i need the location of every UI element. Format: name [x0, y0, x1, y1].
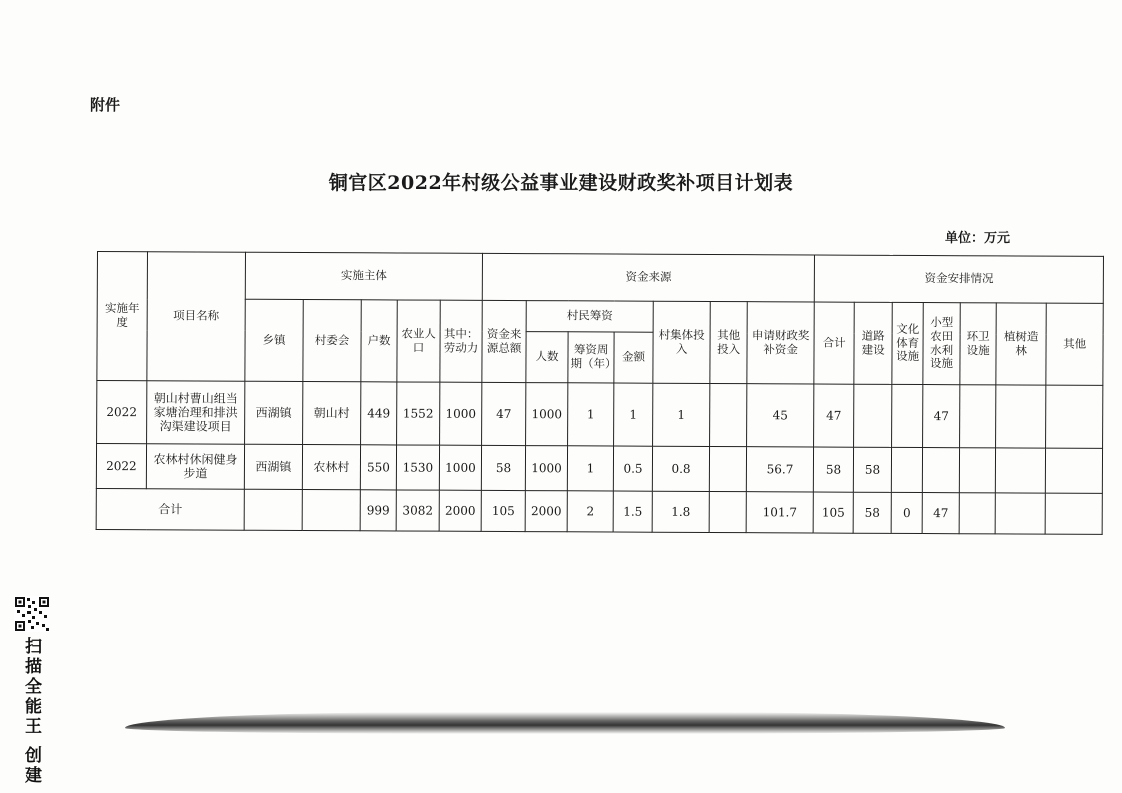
cell-total-funding: 58 — [481, 445, 525, 490]
header-agri-population: 农业人口 — [397, 300, 440, 382]
cell-raise-period: 2 — [567, 491, 613, 532]
header-other: 其他 — [1046, 303, 1103, 385]
cell-sanitation — [959, 448, 995, 493]
header-year: 实施年度 — [97, 252, 148, 381]
table-total-row — [96, 488, 1102, 534]
header-project-name: 项目名称 — [147, 252, 246, 381]
unit-label: 单位：万元 — [945, 231, 1011, 246]
project-plan-table — [96, 251, 1105, 535]
cell-year: 2022 — [96, 444, 146, 489]
header-raise-period: 筹资周期（年） — [568, 332, 614, 383]
header-total-funding: 资金来源总额 — [482, 300, 526, 382]
header-sub-row-1 — [97, 299, 1103, 335]
cell-labor-force: 1000 — [440, 382, 482, 445]
cell-raise-amount: 1 — [614, 383, 653, 446]
cell-water-conservancy — [922, 448, 959, 493]
header-subtotal: 合计 — [814, 302, 854, 384]
cell-project-name: 朝山村曹山组当家塘治理和排洪沟渠建设项目 — [147, 381, 245, 444]
header-sanitation: 环卫设施 — [960, 303, 996, 385]
cell-other — [1045, 448, 1102, 493]
cell-agri-population: 1530 — [396, 445, 439, 490]
header-culture-sports: 文化体育设施 — [892, 302, 923, 384]
cell-other — [1045, 493, 1102, 534]
cell-other-input — [709, 491, 746, 532]
cell-afforestation — [995, 448, 1045, 493]
cell-households: 999 — [360, 490, 396, 531]
header-villager-raised: 村民筹资 — [526, 301, 653, 333]
scan-edge-shadow — [125, 712, 1005, 734]
header-other-input: 其他投入 — [710, 301, 747, 383]
cell-road — [854, 384, 892, 447]
cell-labor-force: 2000 — [439, 490, 481, 531]
cell-raise-amount: 1.5 — [613, 491, 652, 532]
cell-raise-period: 1 — [567, 446, 613, 491]
qr-code-icon — [14, 596, 50, 632]
cell-other-input — [709, 446, 746, 491]
cell-other-input — [710, 383, 747, 446]
cell-township: 西湖镇 — [244, 444, 302, 489]
cell-total-label: 合计 — [96, 488, 244, 530]
document-title: 铜官区2022年村级公益事业建设财政奖补项目计划表 — [328, 172, 794, 194]
header-labor-force: 其中：劳动力 — [440, 300, 482, 382]
cell-collective-input: 1.8 — [652, 491, 709, 532]
header-raise-amount: 金额 — [614, 332, 653, 383]
header-group-row — [97, 252, 1103, 304]
cell-culture-sports — [891, 447, 922, 492]
cell-township — [244, 489, 302, 530]
header-collective-input: 村集体投入 — [653, 301, 710, 383]
table-row — [96, 444, 1102, 494]
header-road: 道路建设 — [854, 302, 892, 384]
cell-village-committee: 农林村 — [302, 445, 360, 490]
cell-villager-count: 1000 — [526, 383, 568, 446]
header-funding-allocation-group: 资金安排情况 — [814, 255, 1103, 303]
cell-households: 550 — [360, 445, 396, 490]
scanner-watermark-text: 扫描全能王 创建 — [21, 637, 41, 786]
header-funding-source-group: 资金来源 — [482, 253, 814, 302]
header-fiscal-award: 申请财政奖补资金 — [747, 302, 814, 384]
cell-households: 449 — [361, 382, 397, 445]
plan-table-wrapper — [96, 251, 1087, 535]
cell-total-funding: 47 — [482, 382, 526, 445]
cell-fiscal-award: 45 — [747, 384, 814, 447]
cell-subtotal: 47 — [814, 384, 854, 447]
header-households: 户数 — [361, 300, 397, 382]
cell-fiscal-award: 56.7 — [746, 447, 813, 492]
cell-collective-input: 1 — [653, 383, 710, 446]
cell-culture-sports — [892, 384, 923, 447]
cell-water-conservancy: 47 — [923, 385, 960, 448]
cell-subtotal: 58 — [813, 447, 853, 492]
cell-labor-force: 1000 — [439, 445, 481, 490]
cell-township: 西湖镇 — [245, 381, 303, 444]
cell-water-conservancy: 47 — [922, 493, 959, 534]
cell-project-name: 农林村休闲健身步道 — [146, 444, 244, 489]
header-township: 乡镇 — [245, 299, 303, 381]
header-village-committee: 村委会 — [303, 300, 361, 382]
cell-agri-population: 1552 — [397, 382, 440, 445]
cell-afforestation — [995, 493, 1045, 534]
table-row — [97, 381, 1103, 449]
header-implementer-group: 实施主体 — [245, 252, 482, 300]
cell-road: 58 — [853, 447, 891, 492]
cell-raise-amount: 0.5 — [613, 446, 652, 491]
header-villager-count: 人数 — [526, 332, 568, 383]
cell-sanitation — [960, 385, 996, 448]
cell-road: 58 — [853, 492, 891, 533]
cell-fiscal-award: 101.7 — [746, 492, 813, 533]
cell-villager-count: 1000 — [525, 446, 567, 491]
annex-label: 附件 — [90, 96, 121, 114]
cell-agri-population: 3082 — [396, 490, 439, 531]
cell-other — [1046, 385, 1103, 448]
cell-collective-input: 0.8 — [652, 446, 709, 491]
cell-raise-period: 1 — [568, 383, 614, 446]
cell-subtotal: 105 — [813, 492, 853, 533]
cell-village-committee: 朝山村 — [303, 382, 361, 445]
header-afforestation: 植树造林 — [996, 303, 1046, 385]
cell-total-funding: 105 — [481, 490, 525, 531]
cell-year: 2022 — [97, 381, 147, 444]
cell-villager-count: 2000 — [525, 491, 567, 532]
cell-afforestation — [996, 385, 1046, 448]
header-water-conservancy: 小型农田水利设施 — [923, 303, 960, 385]
cell-culture-sports: 0 — [891, 492, 922, 533]
cell-sanitation — [959, 493, 995, 534]
cell-village-committee — [302, 490, 360, 531]
